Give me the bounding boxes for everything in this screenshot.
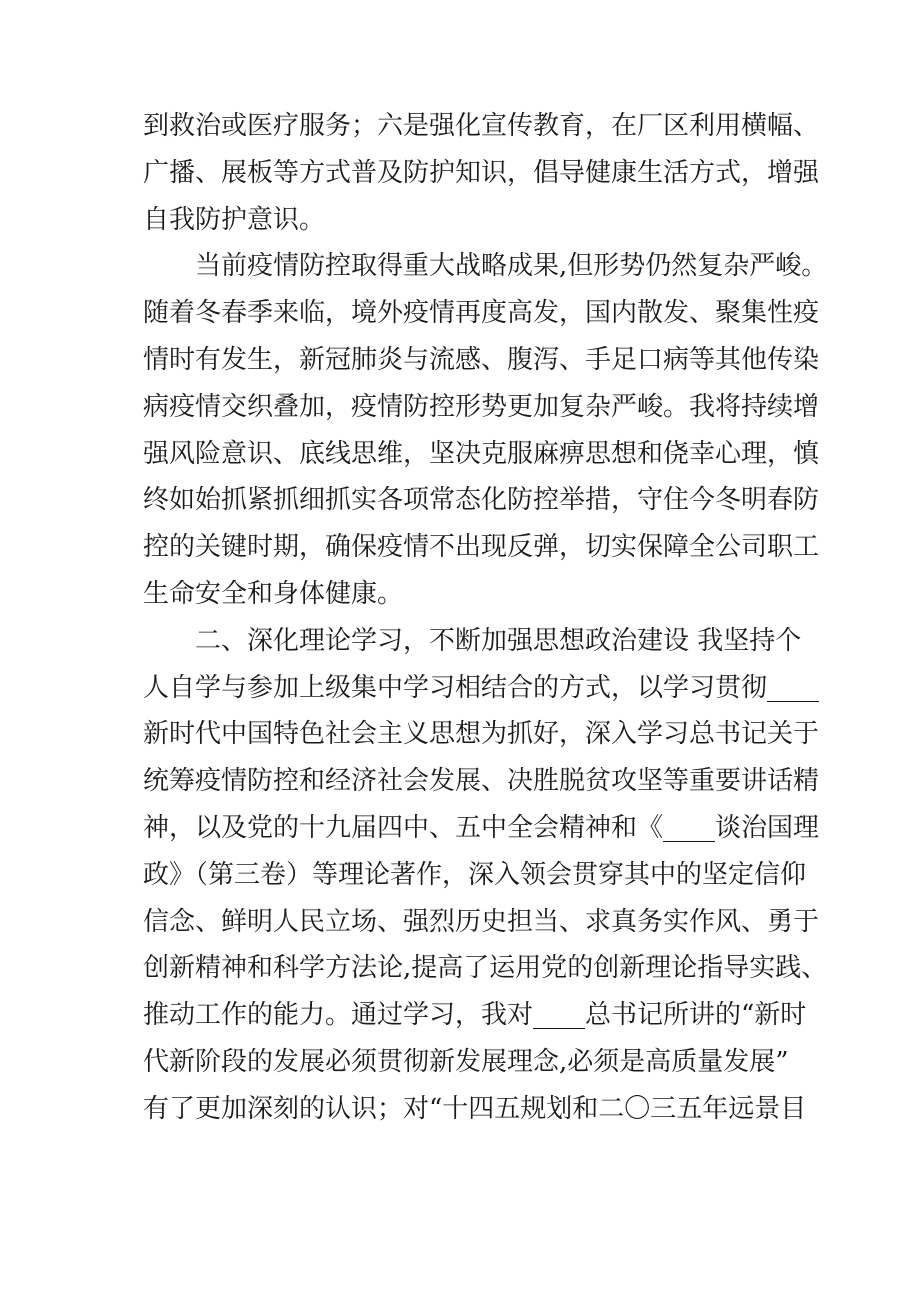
paragraph-first-line: 当前疫情防控取得重大战略成果,但形势仍然复杂严峻。	[195, 251, 828, 282]
text-line: 政》（第三卷）等理论著作，深入领会贯穿其中的坚定信仰	[143, 859, 807, 890]
text-line: 终如始抓紧抓细抓实各项常态化防控举措，守住今冬明春防	[143, 485, 820, 516]
text-line: 统筹疫情防控和经济社会发展、决胜脱贫攻坚等重要讲话精	[143, 766, 820, 797]
text-line: 控的关键时期，确保疫情不出现反弹，切实保障全公司职工	[143, 532, 820, 563]
text-line: 神，以及党的十九届四中、五中全会精神和《____谈治国理	[143, 812, 820, 843]
text-line: 信念、鲜明人民立场、强烈历史担当、求真务实作风、勇于	[143, 906, 820, 937]
text-line: 强风险意识、底线思维，坚决克服麻痹思想和侥幸心理，慎	[143, 438, 820, 469]
text-line: 自我防护意识。	[143, 204, 326, 235]
text-line: 有了更加深刻的认识；对“十四五规划和二〇三五年远景目	[143, 1093, 807, 1124]
text-line: 情时有发生，新冠肺炎与流感、腹泻、手足口病等其他传染	[143, 344, 820, 375]
text-line: 推动工作的能力。通过学习，我对____总书记所讲的“新时	[143, 1000, 807, 1031]
text-line: 代新阶段的发展必须贯彻新发展理念,必须是高质量发展”	[143, 1046, 789, 1077]
text-line: 随着冬春季来临，境外疫情再度高发，国内散发、聚集性疫	[143, 298, 820, 329]
text-line: 到救治或医疗服务；六是强化宣传教育，在厂区利用横幅、	[143, 111, 820, 141]
text-line: 创新精神和科学方法论,提高了运用党的创新理论指导实践、	[143, 953, 828, 984]
text-line: 生命安全和身体健康。	[143, 578, 404, 609]
text-line: 广播、展板等方式普及防护知识，倡导健康生活方式，增强	[143, 157, 820, 188]
text-line: 人自学与参加上级集中学习相结合的方式，以学习贯彻____	[143, 672, 820, 703]
text-line: 新时代中国特色社会主义思想为抓好，深入学习总书记关于	[143, 719, 820, 750]
text-line: 病疫情交织叠加，疫情防控形势更加复杂严峻。我将持续增	[143, 391, 820, 422]
section-heading-line: 二、深化理论学习，不断加强思想政治建设 我坚持个	[195, 625, 802, 656]
document-body	[143, 103, 828, 1133]
